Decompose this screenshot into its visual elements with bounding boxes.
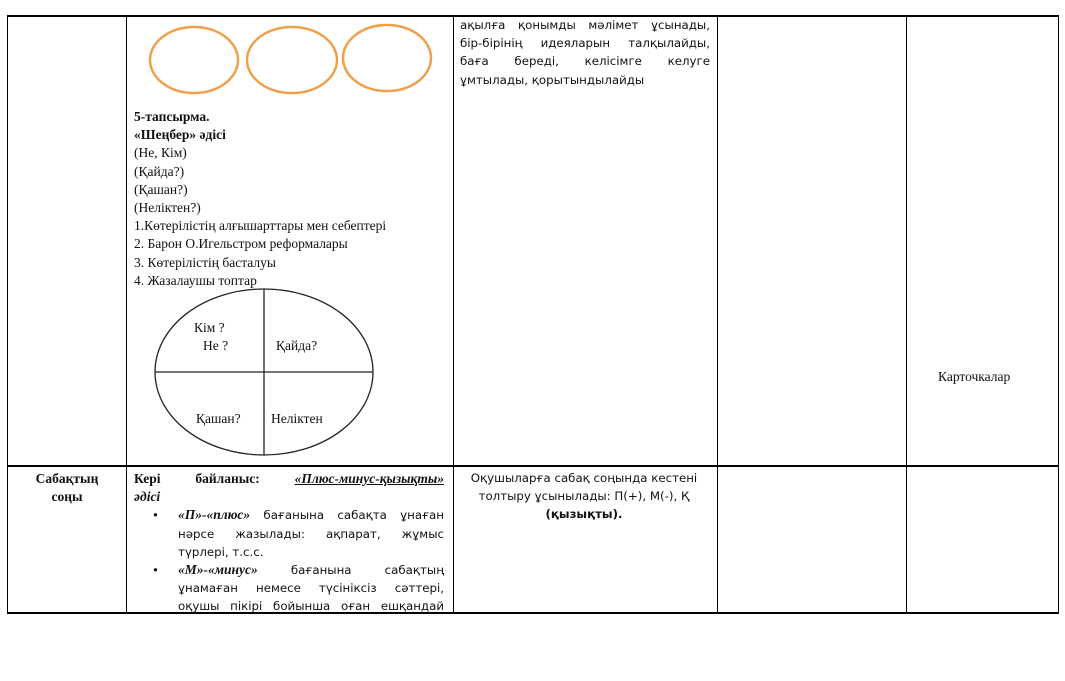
row1-student-activity — [460, 16, 710, 89]
question-4: (Неліктен?) — [134, 200, 201, 216]
minus-line-3: оқушы пікірі бойынша оған ешқандай — [178, 599, 444, 614]
minus-line-1: бағанына сабақтың — [290, 563, 444, 578]
orange-circle-3 — [343, 25, 431, 91]
task-block — [134, 108, 444, 290]
plus-line-2: нәрсе жазылады: ақпарат, жұмыс — [178, 526, 444, 541]
col-border-2 — [453, 15, 454, 614]
feedback-item-plus — [134, 506, 444, 561]
col-border-0 — [7, 15, 8, 614]
bullet-icon: • — [152, 508, 159, 523]
plus-line-1: бағанына сабақта ұнаған — [263, 508, 444, 523]
task-method: «Шеңбер» әдісі — [134, 127, 226, 143]
orange-circles-graphic — [146, 20, 436, 98]
circle-q3: Қашан? — [196, 411, 241, 426]
topic-1: 1.Көтерілістің алғышарттары мен себептері — [134, 218, 387, 234]
question-2: (Қайда?) — [134, 163, 185, 179]
task-title: 5-тапсырма. — [134, 109, 210, 124]
stage-line-2: соңы — [51, 489, 83, 505]
feedback-header — [134, 470, 444, 488]
resources-cards: Карточкалар — [938, 369, 1011, 384]
circle-q1b: Не ? — [203, 338, 229, 353]
col-border-3 — [717, 15, 718, 614]
row2-activity-line-3: (қызықты). — [545, 507, 623, 522]
bullet-icon: • — [152, 563, 159, 578]
topic-2: 2. Барон О.Игельстром реформалары — [134, 236, 348, 252]
feedback-method-word: әдісі — [134, 489, 161, 505]
stage-line-1: Сабақтың — [35, 471, 99, 486]
feedback-method-name: «Плюс-минус-қызықты» — [294, 471, 445, 486]
stage-label — [10, 470, 124, 506]
circle-q1a: Кім ? — [194, 320, 225, 335]
feedback-item-minus — [134, 561, 444, 616]
topic-4: 4. Жазалаушы топтар — [134, 272, 257, 288]
orange-circle-1 — [150, 27, 238, 93]
topic-3: 3. Көтерілістің басталуы — [134, 254, 276, 270]
row2-activity-line-2: толтыру ұсынылады: П(+), М(-), Қ — [478, 489, 690, 504]
col-border-5 — [1058, 15, 1059, 614]
circle-method-diagram — [152, 286, 378, 458]
activity-line-4: ұмтылады, қорытындылайды — [460, 72, 645, 87]
col-border-4 — [906, 15, 907, 614]
row2-student-activity — [455, 469, 713, 524]
row2-activity-line-1: Оқушыларға сабақ соңында кестені — [470, 471, 698, 485]
circle-q4: Неліктен — [271, 411, 323, 426]
minus-key: «М»-«минус» — [178, 562, 258, 578]
row-divider — [7, 465, 1059, 467]
circle-q2: Қайда? — [276, 338, 318, 353]
minus-line-2: ұнамаған немесе түсініксіз сәттері, — [178, 581, 444, 596]
feedback-list — [134, 506, 444, 615]
col-border-1 — [126, 15, 127, 614]
activity-line-3: баға береді, келісімге келуге — [460, 54, 710, 69]
plus-line-3: түрлері, т.с.с. — [178, 544, 264, 559]
question-1: (Не, Кім) — [134, 145, 187, 161]
plus-key: «П»-«плюс» — [178, 507, 251, 523]
activity-line-2: бір-бірінің идеяларын талқылайды, — [460, 36, 710, 51]
feedback-label: Кері байланыс: — [134, 471, 260, 486]
question-3: (Қашан?) — [134, 181, 188, 197]
activity-line-1: ақылға қонымды мәлімет ұсынады, — [460, 18, 710, 32]
feedback-block — [134, 470, 444, 616]
orange-circle-2 — [247, 27, 337, 93]
